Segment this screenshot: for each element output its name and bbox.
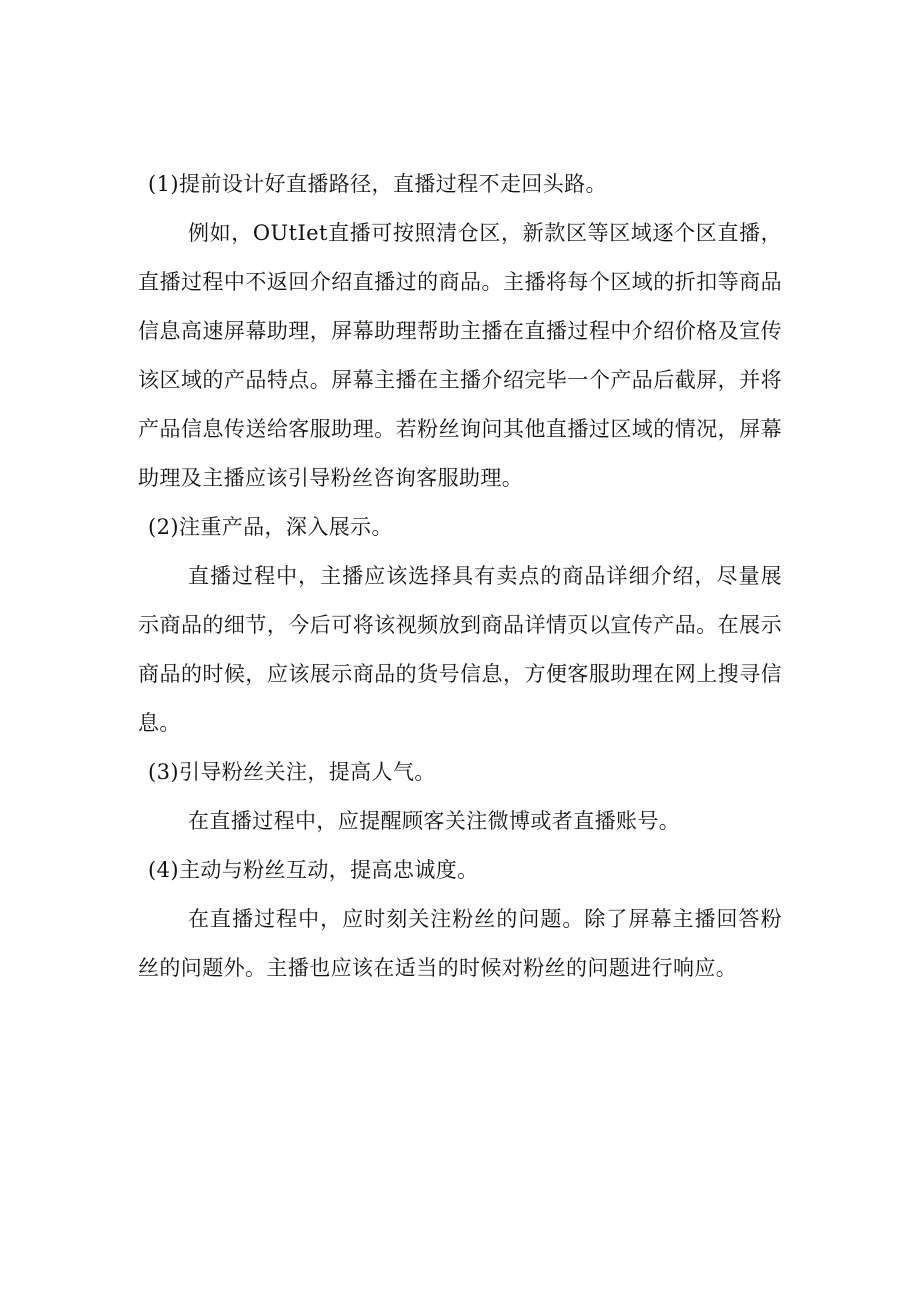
section-2-heading: (2)注重产品，深入展示。 [148, 515, 393, 539]
section-4-paragraph: 在直播过程中，应时刻关注粉丝的问题。除了屏幕主播回答粉丝的问题外。主播也应该在适当的时候对粉丝的问题进行响应。 [138, 907, 782, 980]
document-body [138, 160, 782, 993]
section-2-paragraph: 直播过程中，主播应该选择具有卖点的商品详细介绍，尽量展示商品的细节，今后可将该视频放到商品详情页以宣传产品。在展示商品的时候，应该展示商品的货号信息，方便客服助理在网上搜寻信息。 [138, 564, 782, 735]
section-4-heading: (4)主动与粉丝互动，提高忠诚度。 [148, 858, 479, 882]
section-3-paragraph: 在直播过程中，应提醒顾客关注微博或者直播账号。 [188, 809, 681, 833]
section-3-heading: (3)引导粉丝关注，提高人气。 [148, 760, 436, 784]
section-1-paragraph: 例如，OUtIet直播可按照清仓区，新款区等区域逐个区直播，直播过程中不返回介绍直播过的商品。主播将每个区域的折扣等商品信息高速屏幕助理，屏幕助理帮助主播在直播过程中介绍价格及宣传该区域的产品特点。屏幕主播在主播介绍完毕一个产品后截屏，并将产品信息传送给客服助理。若粉丝询问其他直播过区域的情况，屏幕助理及主播应该引导粉丝咨询客服助理。 [138, 221, 782, 490]
section-1-heading: (1)提前设计好直播路径，直播过程不走回头路。 [148, 172, 607, 196]
